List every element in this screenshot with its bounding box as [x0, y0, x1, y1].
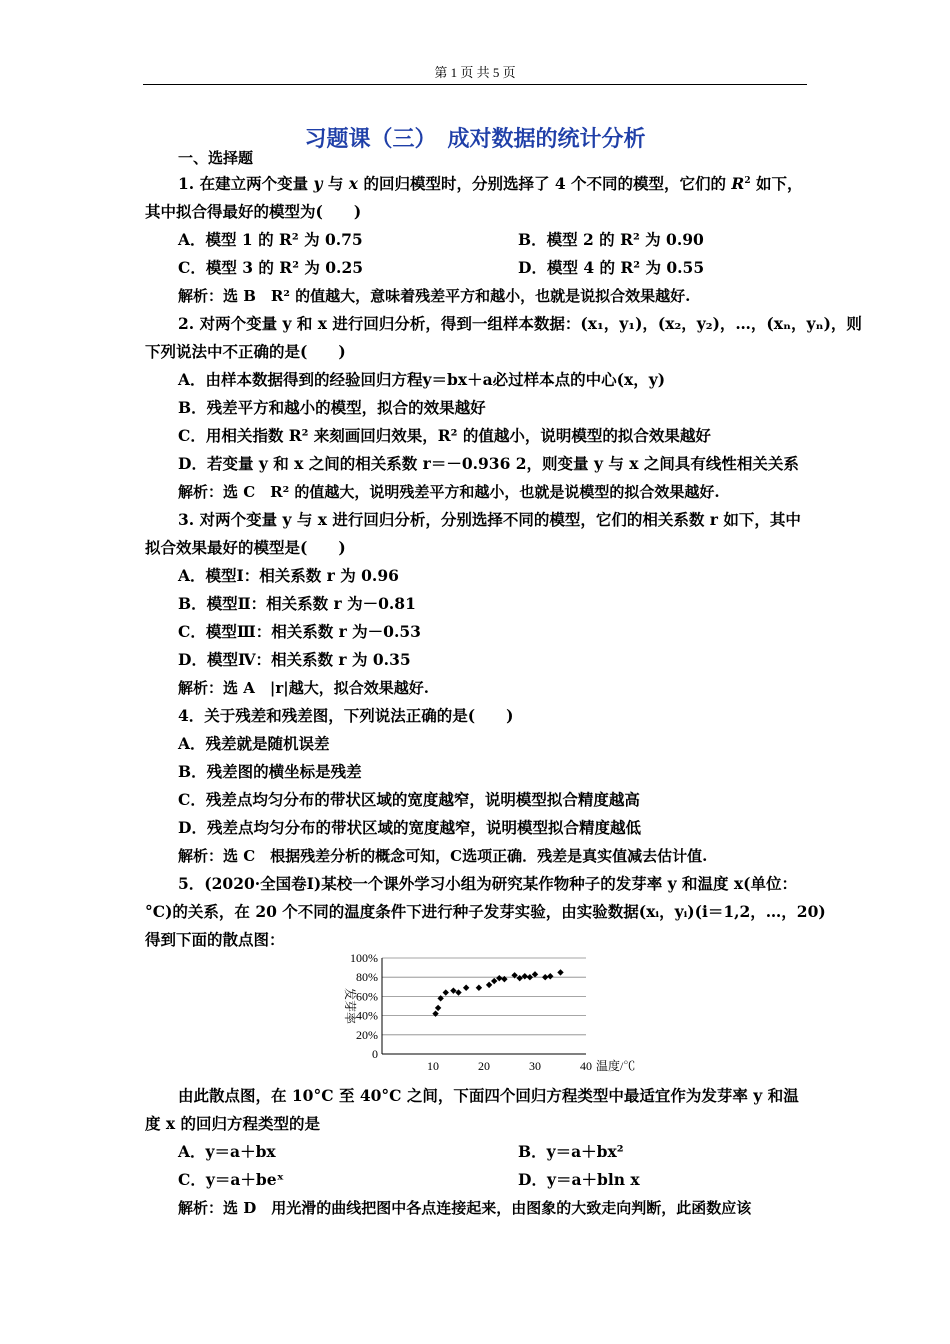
chart-axes: [382, 958, 586, 1054]
data-point: [491, 978, 497, 984]
x-tick-label: 40: [580, 1059, 592, 1073]
page-title: 习题课（三） 成对数据的统计分析: [304, 127, 646, 152]
q3-option-c: C．模型Ⅲ：相关系数 r 为－0.53: [178, 622, 421, 641]
x-tick-label: 30: [529, 1059, 541, 1073]
page-header: 第 1 页 共 5 页: [434, 65, 516, 80]
q4-option-b: B．残差图的横坐标是残差: [178, 762, 362, 781]
chart-labels: [343, 951, 635, 1073]
x-tick-label: 10: [427, 1059, 439, 1073]
q3-option-d: D．模型Ⅳ：相关系数 r 为 0.35: [178, 650, 411, 669]
chart-grid: [382, 958, 586, 1035]
solution-label: 解析：: [178, 1199, 224, 1217]
q2-option-b: B．残差平方和越小的模型，拟合的效果越好: [178, 398, 486, 417]
q5-solution: 解析：选 D 用光滑的曲线把图中各点连接起来，由图象的大致走向判断，此函数应该: [178, 1199, 752, 1217]
solution-label: 解析：: [178, 679, 224, 697]
q2-option-c: C．用相关指数 R² 来刻画回归效果，R² 的值越小，说明模型的拟合效果越好: [178, 426, 711, 445]
q2-solution: 解析：选 C R² 的值越大，说明残差平方和越小，也就是说模型的拟合效果越好.: [178, 483, 720, 501]
q5-stem-line2: °C)的关系，在 20 个不同的温度条件下进行种子发芽实验，由实验数据(xᵢ，yᵢ)(i＝1,2，…，20): [145, 902, 826, 921]
q4-option-a: A．残差就是随机误差: [178, 734, 330, 753]
q5-option-a: A．y＝a＋bx: [178, 1142, 276, 1161]
q4-solution: 解析：选 C 根据残差分析的概念可知，C选项正确．残差是真实值减去估计值.: [178, 847, 708, 865]
solution-label: 解析：: [178, 287, 224, 305]
q5-after-line2: 度 x 的回归方程类型的是: [145, 1114, 321, 1133]
q3-stem-line1: 3. 对两个变量 y 与 x 进行回归分析，分别选择不同的模型，它们的相关系数 r 如下，其中: [178, 510, 801, 529]
q1-option-c: C．模型 3 的 R² 为 0.25: [178, 258, 364, 277]
chart-points: [432, 969, 563, 1017]
q5-option-d: D．y＝a＋bln x: [518, 1170, 640, 1189]
q3-option-a: A．模型Ⅰ：相关系数 r 为 0.96: [178, 566, 399, 585]
data-point: [557, 969, 563, 975]
solution-label: 解析：: [178, 847, 224, 865]
q5-option-c: C．y＝a＋beˣ: [178, 1170, 284, 1189]
q1-option-a: A．模型 1 的 R² 为 0.75: [178, 230, 363, 249]
q1-stem-line2: 其中拟合得最好的模型为( ): [145, 202, 362, 221]
q2-option-a: A．由样本数据得到的经验回归方程y＝bx＋a必过样本点的中心(x，y): [178, 370, 666, 389]
q2-option-d: D．若变量 y 和 x 之间的相关系数 r＝－0.936 2，则变量 y 与 x 之间具有线性相关关系: [178, 454, 799, 473]
q1-option-b: B．模型 2 的 R² 为 0.90: [518, 230, 704, 249]
data-point: [496, 975, 502, 981]
q4-stem: 4．关于残差和残差图，下列说法正确的是( ): [178, 706, 514, 725]
solution-label: 解析：: [178, 483, 224, 501]
y-tick-label: 80%: [356, 970, 378, 985]
q2-stem-line1: 2. 对两个变量 y 和 x 进行回归分析，得到一组样本数据：(x₁，y₁)，(x₂，y₂)，…，(xₙ，yₙ)，则: [178, 314, 862, 333]
q1-solution: 解析：选 B R² 的值越大，意味着残差平方和越小，也就是说拟合效果越好.: [178, 287, 691, 305]
y-tick-label: 60%: [356, 989, 378, 1004]
y-tick-label: 0: [372, 1047, 378, 1061]
data-point: [476, 985, 482, 991]
x-axis-label: 温度/℃: [596, 1059, 636, 1073]
data-point: [542, 974, 548, 980]
q3-option-b: B．模型Ⅱ：相关系数 r 为－0.81: [178, 594, 416, 613]
data-point: [486, 982, 492, 988]
data-point: [435, 1005, 441, 1011]
data-point: [547, 973, 553, 979]
data-point: [443, 989, 449, 995]
data-point: [527, 974, 533, 980]
q5-after-line1: 由此散点图，在 10°C 至 40°C 之间，下面四个回归方程类型中最适宜作为发芽率 y 和温: [178, 1086, 799, 1105]
x-tick-label: 20: [478, 1059, 490, 1073]
q5-option-b: B．y＝a＋bx²: [518, 1142, 624, 1161]
q3-solution: 解析：选 A |r|越大，拟合效果越好.: [178, 679, 429, 697]
q1-stem-line1: 1. 在建立两个变量 y 与 x 的回归模型时，分别选择了 4 个不同的模型，它们的 $R^2$ 如下，: [178, 174, 803, 193]
q5-stem-line1: 5．(2020·全国卷Ⅰ)某校一个课外学习小组为研究某作物种子的发芽率 y 和温度 x(单位：: [178, 874, 798, 893]
y-axis-label: 发芽率: [343, 987, 357, 1025]
data-point: [532, 971, 538, 977]
header-rule: [143, 84, 807, 85]
q5-stem-line3: 得到下面的散点图：: [145, 930, 285, 949]
data-point: [463, 985, 469, 991]
section-heading: 一、选择题: [178, 149, 254, 167]
q1-option-d: D．模型 4 的 R² 为 0.55: [518, 258, 705, 277]
scatter-chart: [330, 948, 636, 1078]
y-tick-label: 100%: [350, 951, 378, 965]
y-tick-label: 40%: [356, 1008, 378, 1023]
y-tick-label: 20%: [356, 1027, 378, 1042]
q4-option-d: D．残差点均匀分布的带状区域的宽度越窄，说明模型拟合精度越低: [178, 818, 641, 837]
q4-option-c: C．残差点均匀分布的带状区域的宽度越窄，说明模型拟合精度越高: [178, 790, 640, 809]
q3-stem-line2: 拟合效果最好的模型是( ): [145, 538, 346, 557]
q2-stem-line2: 下列说法中不正确的是( ): [145, 342, 346, 361]
